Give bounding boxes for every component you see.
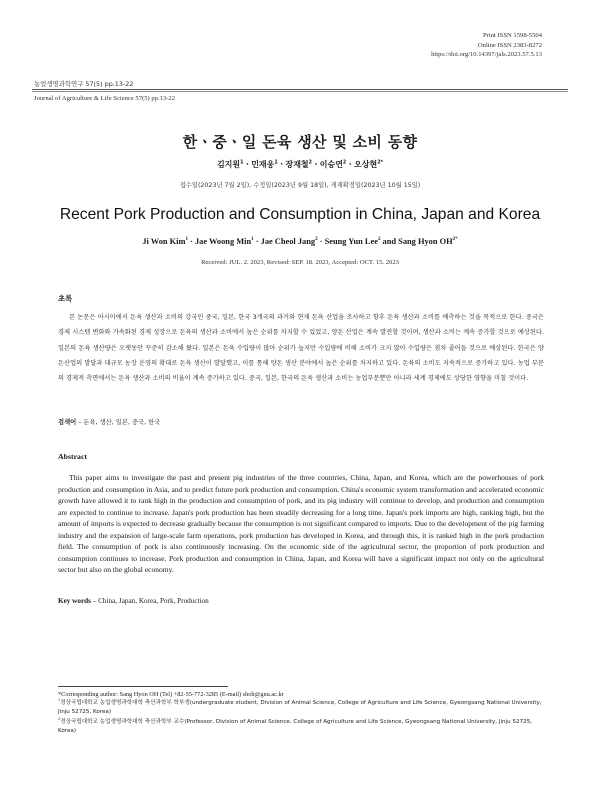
online-issn: Online ISSN 2383-8272 <box>477 41 542 49</box>
author-affiliation-mark: 2* <box>452 237 458 243</box>
author-affiliation-mark: 1 <box>251 237 254 243</box>
author-name: Seung Yun Lee <box>324 237 378 246</box>
author-affiliation-mark: 1 <box>240 160 244 166</box>
keywords-dash-en: – <box>92 597 99 605</box>
author-separator: and <box>380 237 399 246</box>
author-name: Sang Hyon OH <box>398 237 453 246</box>
author-separator: ㆍ <box>346 160 354 169</box>
author-name: 민재웅 <box>251 160 275 169</box>
author-name: Jae Cheol Jang <box>260 237 316 246</box>
author-name: 이승연 <box>319 160 343 169</box>
author-affiliation-mark: 2* <box>377 160 384 166</box>
header-rule-thin <box>32 91 568 92</box>
header-identifiers <box>431 31 542 60</box>
english-keywords-label: Key words <box>58 597 91 605</box>
footnote-corresponding: *Corresponding author: Sang Hyon OH (Tel) +82-55-772-3285 (E-mail) shoh@gnu.ac.kr <box>58 691 284 698</box>
author-separator: · <box>253 237 261 246</box>
english-abstract-heading: Abstract <box>58 452 88 461</box>
footnote-rule <box>58 686 228 687</box>
english-authors <box>0 237 600 246</box>
english-keywords <box>58 597 209 605</box>
author-separator: · <box>187 237 195 246</box>
author-affiliation-mark: 1 <box>185 237 188 243</box>
author-affiliation-mark: 2 <box>315 237 318 243</box>
print-issn: Print ISSN 1598-5504 <box>483 32 542 39</box>
footnote-2: $^2$경상국립대학교 농업생명과학대학 축산과학부 교수(Professor, Division of Animal Science, College of Agriculture and Life Science, Gyeongsang National University, Jinju 52725, Korea) <box>58 716 533 734</box>
footnotes <box>58 690 544 736</box>
author-name: Ji Won Kim <box>142 237 186 246</box>
author-separator: · <box>317 237 325 246</box>
english-dates: Received: JUL. 2. 2023, Revised: SEP. 18. 2023, Accepted: OCT. 15. 2023 <box>201 259 399 266</box>
author-name: 오상현 <box>354 160 378 169</box>
korean-authors <box>0 159 600 170</box>
author-affiliation-mark: 2 <box>377 237 381 243</box>
doi-link[interactable]: https://doi.org/10.14397/jals.2023.57.5.13 <box>431 51 542 58</box>
author-name: 김지원 <box>216 160 241 169</box>
korean-keywords-label: 검색어 <box>58 419 77 426</box>
author-separator: ㆍ <box>277 160 286 169</box>
keywords-dash: – <box>78 419 84 426</box>
korean-abstract-heading: 초록 <box>58 294 73 303</box>
journal-citation-english: Journal of Agriculture & Life Science 57(5) pp.13-22 <box>34 95 175 102</box>
english-title: Recent Pork Production and Consumption in China, Japan and Korea <box>59 206 541 223</box>
journal-citation-korean: 농업생명과학연구 57(5) pp.13-22 <box>34 80 134 88</box>
author-name: 장재철 <box>285 160 309 169</box>
korean-title: 한ㆍ중ㆍ일 돈육 생산 및 소비 동향 <box>182 133 418 151</box>
author-separator: ㆍ <box>243 160 252 169</box>
author-separator: ㆍ <box>312 160 320 169</box>
korean-keywords <box>58 417 160 426</box>
header-rule <box>32 89 568 90</box>
author-affiliation-mark: 1 <box>274 160 278 166</box>
korean-keywords-list: 돈육, 생산, 일본, 중국, 한국 <box>83 419 161 426</box>
english-abstract-body: This paper aims to investigate the past and present pig industries of the three countries, China, Japan, and Korea, which are the powerhouses of pork production and consumption in Asia, and to predict future pork production and consumption. China's economic system transformation and accelerated economic growth have allowed it to rank high in the production and consumption of pork, and its pig industry will continue to develop, and production and consumption are expected to continue to increase. Japan's pork production has been steadily decreasing for a long time. Japan's pork imports are high, ranking high, but the amount of imports is expected to decrease gradually because the consumption is not significant compared to imports. Due to the development of the pig farming industry and the expansion of large-scale farm operations, pork production has developed in Korea, and through this, it is ranked high in the pork production field. The consumption of pork is also continuously increasing. On the economic side of the agricultural sector, the proportion of pork production and consumption continues to increase. Pork production and consumption in China, Japan, and Korea will have a significant impact not only on the agricultural sector but also on the global economy. <box>58 473 544 574</box>
footnote-1: $^1$경상국립대학교 농업생명과학대학 축산과학부 학부생(undergraduate student, Division of Animal Science, College of Agriculture and Life Science, Gyeongsang National University, Jinju 52725, Korea) <box>58 698 542 716</box>
korean-dates: 접수일(2023년 7월 2일), 수정일(2023년 9월 18일), 게재확정일(2023년 10월 15일) <box>179 182 421 189</box>
author-affiliation-mark: 2 <box>342 160 347 166</box>
author-name: Jae Woong Min <box>194 237 252 246</box>
english-keywords-list: China, Japan, Korea, Pork, Production <box>98 597 209 605</box>
korean-abstract-body: 본 논문은 아시아에서 돈육 생산과 소비의 강국인 중국, 일본, 한국 3개국의 과거와 현재 돈육 산업을 조사하고 향후 돈육 생산과 소비를 예측하는 것을 목적으로 한다. 중국은 경제 시스템 변화와 가속화된 경제 성장으로 돈육의 생산과 소비에서 높은 순위를 차지할 수 있었고, 양돈 산업은 계속 발전할 것이며, 생산과 소비는 계속 증가할 것으로 예상된다. 일본의 돈육 생산량은 오랫동안 꾸준히 감소해 왔다. 일본은 돈육 수입량이 많아 순위가 높지만 수입량에 비해 소비가 크지 않아 수입량은 점차 줄어들 것으로 예상된다. 한국은 양돈산업의 발달과 대규모 농장 운영의 확대로 돈육 생산이 발달했고, 이를 통해 양돈 생산 분야에서 높은 순위를 차지하고 있다. 돈육의 소비도 지속적으로 증가하고 있다. 농업 부문의 경제적 측면에서는 돈육 생산과 소비의 비율이 계속 증가하고 있다. 중국, 일본, 한국의 돈육 생산과 소비는 농업부문뿐만 아니라 세계 경제에도 상당한 영향을 미칠 것이다. <box>58 314 544 383</box>
author-affiliation-mark: 2 <box>308 160 312 166</box>
